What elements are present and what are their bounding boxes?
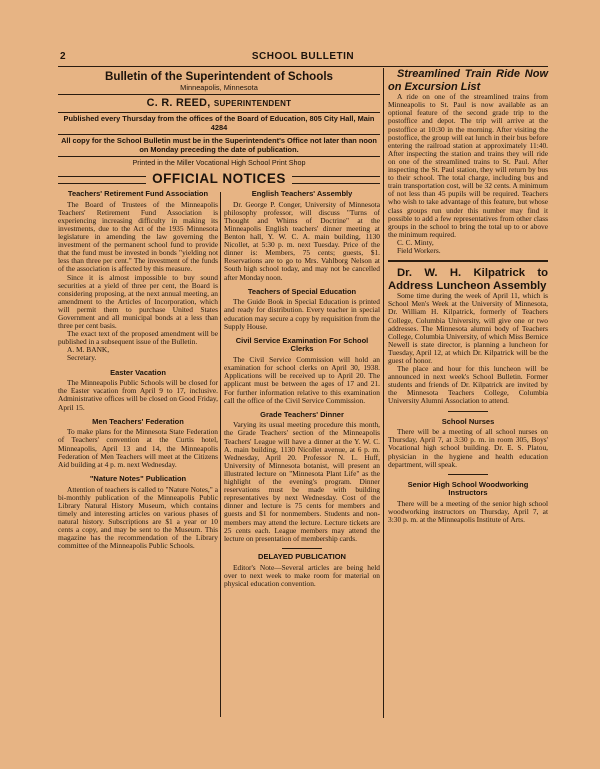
article-heading: Senior High School Woodworking Instructors bbox=[407, 479, 529, 498]
masthead-location: Minneapolis, Minnesota bbox=[180, 83, 258, 92]
article-paragraph: Dr. George P. Conger, University of Minnesota philosophy professor, will discuss "Turns of Thought and Whims of Doctrine" at the Minneapolis English teachers' dinner meeting at Benton hall, Y. W. C. A. main building, 1130 Nicollet, at 5:30 p. m. next Tuesday. Price of the dinner is: Members, 75 cents; guests, $1. Reservations are to go to Mrs. Vahlborg Nelson at South high school today, and may not be cancelled after Monday noon. bbox=[224, 199, 380, 282]
official-notices-banner bbox=[58, 171, 380, 188]
official-notices-heading: OFFICIAL NOTICES bbox=[152, 171, 286, 186]
feature-title: Streamlined Train Ride Now on Excursion List bbox=[388, 68, 548, 93]
superintendent-name-text: C. R. REED, bbox=[146, 97, 211, 109]
masthead-rule bbox=[58, 134, 380, 135]
article-paragraph: There will be a meeting of the senior high school woodworking instructors on Thursday, April 7, at 3:30 p. m. at the Minneapolis Institute of Arts. bbox=[388, 499, 548, 525]
article-heading: "Nature Notes" Publication bbox=[89, 473, 187, 483]
superintendent-role: SUPERINTENDENT bbox=[213, 99, 292, 108]
article-paragraph: To make plans for the Minnesota State Federation of Teachers' convention at the Curtis hotel, Minneapolis, April 13 and 14, the Minneapolis Federation of Men Teachers will meet at the Citizens Aid building at 4 p. m. next Wednesday. bbox=[58, 427, 218, 469]
published-notice: Published every Thursday from the offices of the Board of Education, 805 City Hall, Main 4284 bbox=[63, 114, 375, 132]
article-men-teachers bbox=[58, 418, 218, 469]
article-heading: Easter Vacation bbox=[110, 367, 166, 377]
article-paragraph: Since it is almost impossible to buy sound securities at a yield of three per cent, the Board is considering proposing, at the next annual meeting, an amendment to the Articles of Incorporation, which will permit them to purchase United States Government and all municipal bonds at a less than three per cent basis. bbox=[58, 272, 218, 331]
article-paragraph: The Guide Book in Special Education is printed and ready for distribution. Every teacher in special education may secure a copy by requisition from the Supply House. bbox=[224, 297, 380, 331]
column-2 bbox=[224, 190, 380, 588]
article-paragraph: The Board of Trustees of the Minneapolis Teachers' Retirement Fund Association is experiencing increasing difficulty in making its investments, due to the Act of the 1935 Minnesota legislature in amending the law governing the investment of the permanent school fund to provide that the fund must be invested in bonds "yielding not less than three per cent." The investment of the funds of the association is affected by this measure. bbox=[58, 199, 218, 274]
masthead-rule bbox=[58, 156, 380, 157]
page-number: 2 bbox=[60, 51, 67, 62]
section-rule bbox=[282, 548, 322, 549]
article-paragraph: There will be a meeting of all school nurses on Thursday, April 7, at 3:30 p. m. in room 305, Boys' Vocational high school building. Dr. E. S. Platou, physician in the hygiene and health education department, will speak. bbox=[388, 427, 548, 469]
article-heading: Civil Service Examination For School Clerks bbox=[235, 335, 369, 354]
article-retirement-fund bbox=[58, 190, 218, 363]
article-delayed-publication bbox=[224, 553, 380, 588]
banner-rule-right bbox=[292, 176, 380, 184]
article-paragraph: Some time during the week of April 11, which is School Men's Week at the University of Minnesota, Dr. William H. Kilpatrick, formerly of Teachers College, Columbia University, will give one or two addresses. The Minnesota alumni body of Teachers College, Columbia University, of which Miss Bernice Newell is state director, is planning a luncheon for Tuesday, April 12, at which Dr. Kilpatrick will be the guest of honor. bbox=[388, 291, 548, 365]
article-heading: Teachers of Special Education bbox=[247, 286, 357, 296]
article-paragraph: The Minneapolis Public Schools will be closed for the Easter vacation from April 9 to 17, inclusive. Administrative offices will be closed on Good Friday, April 15. bbox=[58, 378, 218, 412]
publication-title: SCHOOL BULLETIN bbox=[251, 51, 355, 62]
column-divider bbox=[383, 68, 384, 718]
article-heading: Teachers' Retirement Fund Association bbox=[67, 189, 209, 198]
column-divider bbox=[220, 192, 221, 717]
running-head bbox=[58, 48, 548, 67]
masthead-rule bbox=[58, 94, 380, 95]
copy-deadline-notice: All copy for the School Bulletin must be in the Superintendent's Office not later than noon on Monday preceding the date of publication. bbox=[61, 136, 377, 154]
article-streamlined-train bbox=[388, 68, 548, 255]
signature-name: A. M. BANK, bbox=[67, 345, 110, 355]
article-paragraph: Editor's Note—Several articles are being held over to next week to make room for material on physical education convention. bbox=[224, 562, 380, 588]
masthead-rule bbox=[58, 112, 380, 113]
section-rule bbox=[448, 411, 488, 412]
article-paragraph: The Civil Service Commission will hold an examination for school clerks on April 30, 1938. Applications will be received up to April 20. The applicant must be between the ages of 17 and 21. For further information relative to this examination call the office of the Civil Service Commission. bbox=[224, 355, 380, 405]
signature-title: Secretary. bbox=[67, 353, 97, 363]
article-heading: English Teachers' Assembly bbox=[251, 189, 353, 198]
article-paragraph: The place and hour for this luncheon will be announced in next week's School Bulletin. Former students and friends of Dr. Kilpatrick are invited by the Minnesota Teachers College, Columbia University Alumni Association to attend. bbox=[388, 364, 548, 406]
article-civil-service bbox=[224, 337, 380, 405]
article-woodworking bbox=[388, 481, 548, 525]
feature-title: Dr. W. H. Kilpatrick to Address Luncheon Assembly bbox=[388, 267, 548, 292]
article-english-teachers bbox=[224, 190, 380, 282]
article-special-education bbox=[224, 288, 380, 331]
article-easter-vacation bbox=[58, 369, 218, 412]
section-rule bbox=[448, 474, 488, 475]
article-heading: DELAYED PUBLICATION bbox=[258, 551, 346, 561]
printed-notice: Printed in the Miller Vocational High School Print Shop bbox=[132, 158, 306, 168]
article-heading: School Nurses bbox=[441, 416, 495, 426]
superintendent-name bbox=[58, 97, 380, 110]
signature-title: Field Workers. bbox=[397, 245, 441, 255]
article-paragraph: A ride on one of the streamlined trains from Minneapolis to St. Paul is now available as an optional feature of the second grade trip to the postoffice and depot. The trip will arrive at the postoffice at 10:30 in the morning. After visiting the postoffice, the group will eat lunch in their bus before entering the railroad station at approximately 11:40. After inspecting the station and trains they will ride on one of the streamlined trains to St. Paul. After inspecting the St. Paul station, they will return by bus to their school. The total charge, including bus and train transportation cost, will be 32 cents. A minimum of not less than 45 pupils will be required. Teachers who wish to take advantage of this feature, but whose class groups run under this number may find it possible to add a few representatives from other class groups in the school to bring the total up to or above the minimum required. bbox=[388, 92, 548, 239]
article-grade-teachers bbox=[224, 411, 380, 543]
article-paragraph: Attention of teachers is called to "Nature Notes," a bi-monthly publication of the Minneapolis Public Library Natural History Museum, which contains timely and interesting articles on various phases of natural history. Subscriptions are $1 a year or 10 cents a copy, and may be sent to the Museum. This magazine has the recommendation of the Library committee of the Minneapolis Public Schools. bbox=[58, 484, 218, 551]
section-rule bbox=[388, 260, 548, 262]
masthead bbox=[58, 68, 380, 168]
signature-name: C. C. Minty, bbox=[397, 237, 434, 247]
article-heading: Grade Teachers' Dinner bbox=[260, 409, 344, 419]
column-1 bbox=[58, 190, 218, 550]
column-3 bbox=[388, 68, 548, 524]
article-nature-notes bbox=[58, 475, 218, 550]
article-kilpatrick bbox=[388, 267, 548, 406]
masthead-title: Bulletin of the Superintendent of Schools bbox=[104, 70, 333, 83]
article-school-nurses bbox=[388, 418, 548, 469]
article-paragraph: The exact text of the proposed amendment will be published in a subsequent issue of the Bulletin. bbox=[58, 329, 218, 347]
article-heading: Men Teachers' Federation bbox=[92, 416, 184, 426]
article-paragraph: Varying its usual meeting procedure this month, the Grade Teachers' section of the Minneapolis Teachers' League will have a dinner at the Y. W. C. A. main building, 1130 Nicollet avenue, at 6 p. m. Wednesday, April 20. Professor N. L. Huff, University of Minnesota botanist, will present an illustrated lecture on "Minnesota Plant Life" as the highlight of the evening's program. Dinner reservations must be made with building representatives by next Wednesday. Cost of the dinner and lecture is 75 cents for members and guests and $1 for nonmembers. Students and non-members may attend the lecture. Lecture tickets are 25 cents each. League members may attend the lecture on presentation of membership cards. bbox=[224, 420, 380, 543]
